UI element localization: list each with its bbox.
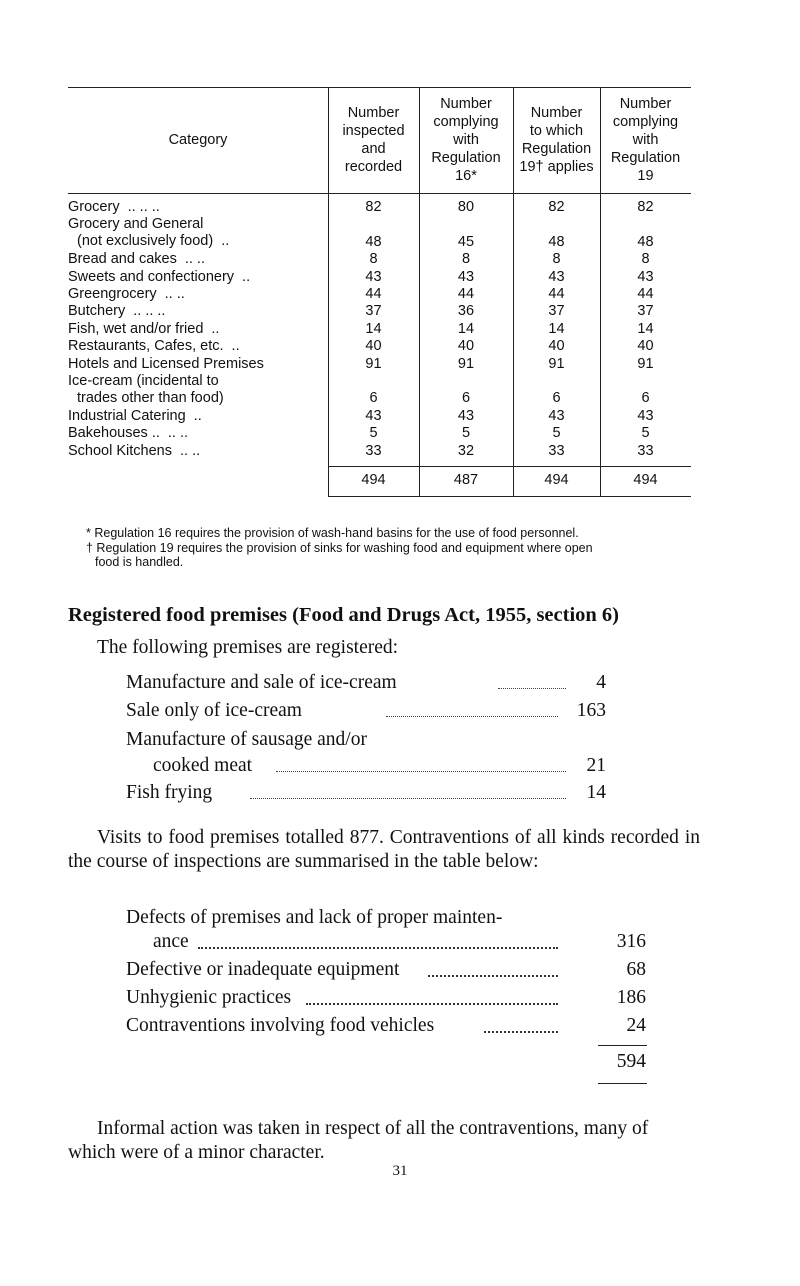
column-header-line: Regulation bbox=[521, 141, 592, 157]
category-label: School Kitchens bbox=[68, 442, 172, 459]
contravention-item bbox=[126, 986, 646, 1010]
footnote-regulation-19-continued: food is handled. bbox=[95, 555, 184, 569]
category-cell bbox=[68, 408, 328, 425]
column-header-line: 19† applies bbox=[519, 159, 594, 175]
value-cell: 8 bbox=[641, 251, 650, 268]
contravention-item bbox=[126, 958, 646, 982]
table-header-rule bbox=[68, 193, 691, 194]
column-divider bbox=[419, 87, 420, 496]
column-divider bbox=[600, 87, 601, 496]
column-header-line: recorded bbox=[344, 159, 403, 175]
leader-dots: .. bbox=[193, 407, 202, 424]
value-cell: 37 bbox=[365, 303, 382, 320]
leader-dots bbox=[498, 688, 566, 689]
value-cell: 5 bbox=[461, 425, 471, 442]
value-cell: 33 bbox=[548, 442, 565, 459]
column-header-line: Number bbox=[530, 105, 583, 121]
value-cell: 40 bbox=[365, 338, 382, 355]
column-divider bbox=[513, 87, 514, 496]
contraventions-total: 594 bbox=[616, 1051, 646, 1072]
category-cell bbox=[68, 425, 328, 442]
column-header-line: and bbox=[361, 141, 386, 157]
value-cell: 91 bbox=[637, 355, 654, 372]
registered-item bbox=[126, 727, 606, 779]
value-cell: 40 bbox=[457, 338, 475, 355]
value-cell: 5 bbox=[369, 425, 378, 442]
table-row bbox=[68, 269, 691, 286]
category-label: Grocery bbox=[68, 199, 120, 215]
contravention-label: Defects of premises and lack of proper mainten- bbox=[126, 907, 503, 928]
category-label: Industrial Catering bbox=[68, 407, 186, 424]
leader-dots: .. .. .. bbox=[133, 303, 166, 320]
table-row bbox=[68, 373, 691, 408]
column-header-line: with bbox=[453, 132, 479, 148]
category-cell bbox=[68, 251, 328, 268]
column-header-line: 16* bbox=[455, 168, 477, 184]
category-cell bbox=[68, 269, 328, 286]
contravention-value: 68 bbox=[626, 959, 646, 980]
leader-dots: .. bbox=[211, 320, 220, 337]
value-cell: 37 bbox=[548, 303, 565, 320]
leader-dots: .. .. bbox=[167, 425, 189, 442]
column-header bbox=[328, 87, 419, 193]
value-cell: 44 bbox=[457, 286, 475, 302]
leader-dots: .. .. bbox=[164, 286, 185, 302]
value-cell: 32 bbox=[457, 442, 475, 459]
contravention-value: 24 bbox=[626, 1015, 646, 1036]
value-cell: 82 bbox=[548, 199, 565, 215]
column-header-line: inspected bbox=[342, 123, 405, 139]
category-label: Fish, wet and/or fried bbox=[68, 320, 204, 337]
value-cell: 44 bbox=[548, 286, 565, 302]
contravention-value: 316 bbox=[616, 931, 646, 952]
footnotes bbox=[86, 526, 706, 570]
contraventions-total-row bbox=[126, 1050, 646, 1074]
totals-bottom-rule bbox=[328, 496, 691, 497]
table-row bbox=[68, 408, 691, 425]
value-cell: 33 bbox=[365, 442, 382, 459]
table-row bbox=[68, 251, 691, 268]
leader-dots bbox=[386, 716, 558, 717]
table-row bbox=[68, 199, 691, 216]
category-cell bbox=[68, 338, 328, 355]
leader-dots: .. bbox=[221, 233, 230, 250]
value-cell: 48 bbox=[637, 233, 654, 250]
column-header-line: Category bbox=[168, 132, 228, 148]
value-cell: 82 bbox=[637, 199, 654, 215]
category-label-continued: trades other than food) bbox=[77, 390, 224, 406]
column-header-line: complying bbox=[612, 114, 679, 130]
registered-item bbox=[126, 780, 606, 806]
leader-dots: .. .. bbox=[179, 442, 201, 459]
column-header-line: Regulation bbox=[610, 150, 681, 166]
table-row bbox=[68, 425, 691, 442]
leader-dots: .. bbox=[231, 338, 240, 355]
registered-item-label: Manufacture of sausage and/or bbox=[126, 729, 367, 750]
value-cell: 44 bbox=[365, 286, 382, 302]
contravention-value: 186 bbox=[616, 987, 646, 1008]
value-cell: 6 bbox=[552, 390, 561, 407]
leader-dots bbox=[198, 947, 558, 949]
category-cell bbox=[68, 199, 328, 216]
table-row bbox=[68, 321, 691, 338]
value-cell: 43 bbox=[637, 407, 654, 424]
value-cell: 43 bbox=[457, 407, 475, 424]
value-cell: 8 bbox=[552, 251, 561, 268]
leader-dots bbox=[276, 771, 566, 772]
value-cell: 5 bbox=[641, 425, 650, 442]
category-label-continued: (not exclusively food) bbox=[77, 233, 214, 250]
total-cell: 487 bbox=[453, 472, 479, 488]
value-cell: 5 bbox=[552, 425, 561, 442]
column-header bbox=[419, 87, 513, 193]
registered-item-label: Manufacture and sale of ice-cream bbox=[126, 672, 397, 693]
table-row bbox=[68, 303, 691, 320]
registered-item-label: Sale only of ice-cream bbox=[126, 700, 302, 721]
total-cell: 494 bbox=[544, 472, 569, 488]
value-cell: 14 bbox=[548, 320, 565, 337]
column-header bbox=[68, 87, 328, 193]
value-cell: 37 bbox=[637, 303, 654, 320]
value-cell: 40 bbox=[548, 338, 565, 355]
value-cell: 48 bbox=[365, 233, 382, 250]
value-cell: 43 bbox=[457, 268, 475, 285]
value-cell: 14 bbox=[637, 320, 654, 337]
value-cell: 43 bbox=[548, 407, 565, 424]
leader-dots: .. .. .. bbox=[127, 199, 160, 215]
category-cell bbox=[68, 373, 328, 407]
table-row bbox=[68, 216, 691, 251]
contravention-item bbox=[126, 1014, 646, 1038]
category-label: Grocery and General bbox=[68, 216, 204, 233]
sum-rule-top bbox=[598, 1045, 647, 1046]
table-row bbox=[68, 443, 691, 460]
column-header-line: Number bbox=[347, 105, 400, 121]
value-cell: 8 bbox=[461, 251, 471, 268]
value-cell: 6 bbox=[369, 390, 378, 407]
value-cell: 43 bbox=[637, 268, 654, 285]
registered-item-label: Fish frying bbox=[126, 782, 213, 803]
total-cell: 494 bbox=[633, 472, 658, 488]
totals-top-rule bbox=[328, 466, 691, 467]
value-cell: 6 bbox=[641, 390, 650, 407]
category-label: Bread and cakes bbox=[68, 251, 177, 268]
leader-dots bbox=[250, 798, 566, 799]
leader-dots bbox=[484, 1031, 558, 1033]
column-header-line: Number bbox=[440, 96, 492, 112]
category-cell bbox=[68, 216, 328, 250]
category-label: Ice-cream (incidental to bbox=[68, 373, 219, 389]
contravention-item bbox=[126, 906, 646, 954]
registered-item bbox=[126, 698, 606, 724]
value-cell: 33 bbox=[637, 442, 654, 459]
leader-dots: .. bbox=[242, 268, 251, 285]
leader-dots: .. .. bbox=[184, 251, 205, 268]
column-divider bbox=[328, 87, 329, 496]
registered-item-value: 163 bbox=[576, 700, 606, 721]
sum-rule-bottom bbox=[598, 1083, 647, 1084]
column-header bbox=[513, 87, 600, 193]
category-label: Sweets and confectionery bbox=[68, 268, 235, 285]
category-label: Butchery bbox=[68, 303, 126, 320]
footnote-regulation-19: † Regulation 19 requires the provision of sinks for washing food and equipment where open bbox=[86, 540, 593, 555]
category-label: Hotels and Licensed Premises bbox=[68, 355, 264, 372]
registered-item-value: 14 bbox=[586, 782, 606, 803]
value-cell: 44 bbox=[637, 286, 654, 302]
value-cell: 8 bbox=[369, 251, 378, 268]
column-header-line: with bbox=[632, 132, 659, 148]
contravention-label: Defective or inadequate equipment bbox=[126, 959, 400, 980]
value-cell: 36 bbox=[457, 303, 475, 320]
category-cell bbox=[68, 356, 328, 373]
value-cell: 82 bbox=[365, 199, 382, 215]
category-cell bbox=[68, 321, 328, 338]
value-cell: 91 bbox=[457, 355, 475, 372]
registered-item bbox=[126, 670, 606, 696]
value-cell: 14 bbox=[365, 320, 382, 337]
section-heading: Registered food premises (Food and Drugs Act, 1955, section 6) bbox=[68, 604, 619, 626]
contravention-label: Contraventions involving food vehicles bbox=[126, 1015, 435, 1036]
value-cell: 43 bbox=[365, 268, 382, 285]
contravention-label: Unhygienic practices bbox=[126, 987, 292, 1008]
value-cell: 43 bbox=[548, 268, 565, 285]
registered-item-value: 21 bbox=[586, 755, 606, 776]
value-cell: 91 bbox=[365, 355, 382, 372]
category-cell bbox=[68, 286, 328, 303]
registered-intro: The following premises are registered: bbox=[97, 637, 399, 658]
value-cell: 48 bbox=[548, 233, 565, 250]
value-cell: 45 bbox=[457, 233, 475, 250]
visits-paragraph: Visits to food premises totalled 877. Contraventions of all kinds recorded in the course of inspections are summarised in the table below: bbox=[68, 827, 700, 872]
leader-dots bbox=[428, 975, 558, 977]
category-label: Restaurants, Cafes, etc. bbox=[68, 338, 224, 355]
category-label: Greengrocery bbox=[68, 286, 157, 302]
registered-item-value: 4 bbox=[596, 672, 606, 693]
table-row bbox=[68, 338, 691, 355]
column-header-line: complying bbox=[433, 114, 499, 130]
value-cell: 14 bbox=[457, 320, 475, 337]
page-number: 31 bbox=[392, 1163, 408, 1179]
table-row bbox=[68, 286, 691, 303]
table-row bbox=[68, 356, 691, 373]
footnote-regulation-16: * Regulation 16 requires the provision of wash-hand basins for the use of food personnel. bbox=[86, 526, 579, 540]
totals-row bbox=[68, 472, 691, 489]
column-header bbox=[600, 87, 691, 193]
category-label: Bakehouses .. bbox=[68, 425, 160, 442]
category-cell bbox=[68, 443, 328, 460]
leader-dots bbox=[306, 1003, 558, 1005]
column-header-line: 19 bbox=[637, 168, 654, 184]
column-header-line: Regulation bbox=[431, 150, 501, 166]
category-cell bbox=[68, 303, 328, 320]
column-header-line: to which bbox=[529, 123, 584, 139]
total-cell: 494 bbox=[361, 472, 386, 488]
contravention-label-continued: ance bbox=[153, 931, 189, 952]
value-cell: 6 bbox=[461, 390, 471, 407]
value-cell: 40 bbox=[637, 338, 654, 355]
value-cell: 43 bbox=[365, 407, 382, 424]
value-cell: 80 bbox=[457, 199, 475, 215]
column-header-line: Number bbox=[619, 96, 672, 112]
value-cell: 91 bbox=[548, 355, 565, 372]
registered-item-label-continued: cooked meat bbox=[153, 755, 253, 776]
closing-paragraph: Informal action was taken in respect of all the contraventions, many of which were of a minor character. bbox=[68, 1118, 649, 1163]
